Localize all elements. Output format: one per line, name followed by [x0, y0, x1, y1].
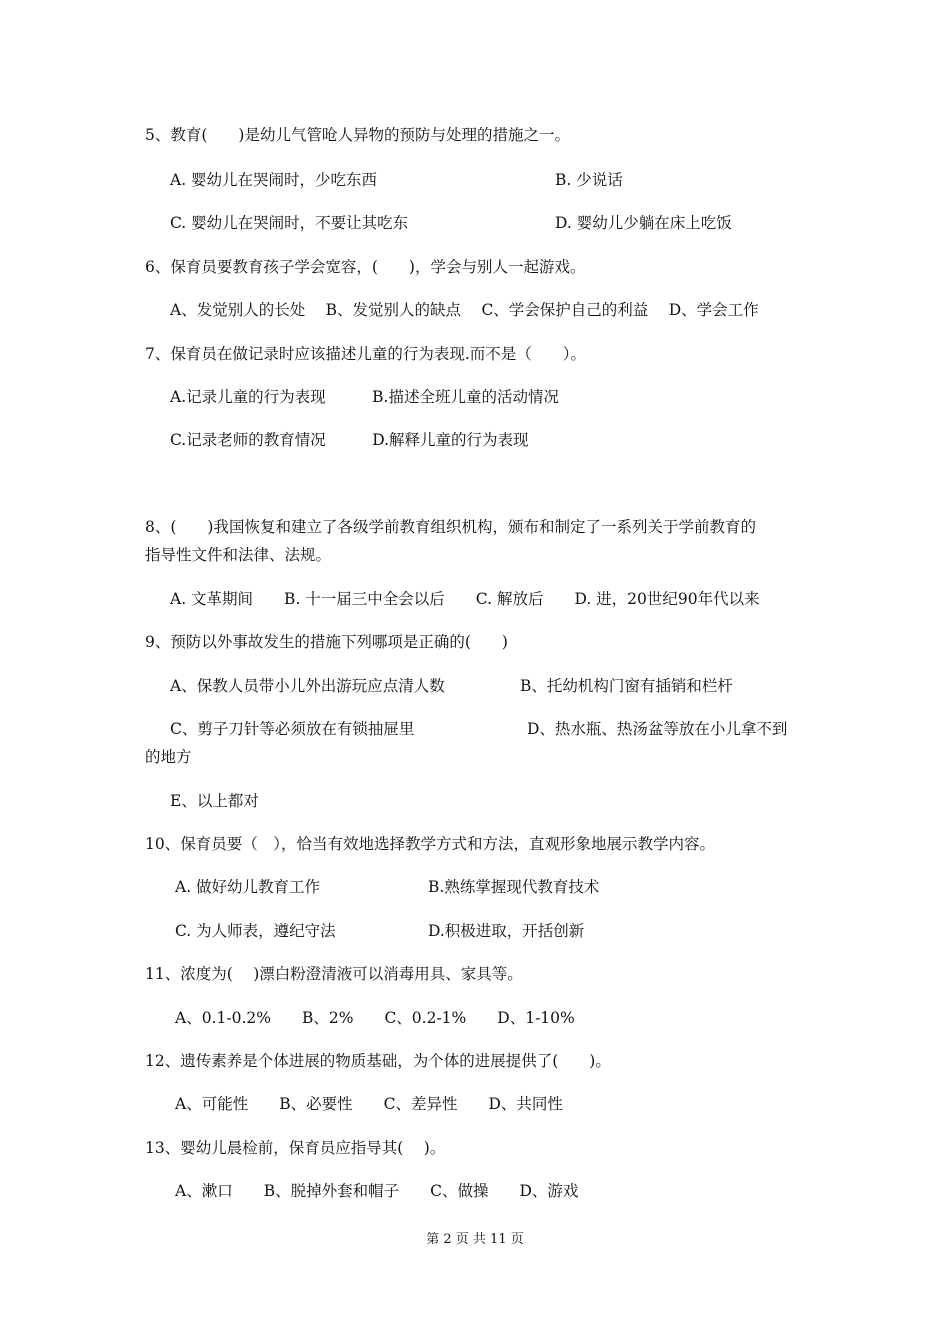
page-number-footer: 第 2 页 共 11 页: [426, 1232, 524, 1247]
question-7-stem: 7、保育员在做记录时应该描述儿童的行为表现.而不是（ ）。: [145, 345, 587, 363]
question-5-stem: 5、教育( )是幼儿气管呛人异物的预防与处理的措施之一。: [145, 126, 570, 144]
question-10-option-a: A. 做好幼儿教育工作: [175, 878, 321, 896]
question-5-option-a: A. 婴幼儿在哭闹时，少吃东西: [170, 171, 378, 189]
question-6-options: A、发觉别人的长处 B、发觉别人的缺点 C、学会保护自己的利益 D、学会工作: [170, 301, 759, 319]
question-8-options: A. 文革期间 B. 十一届三中全会以后 C. 解放后 D. 进，20世纪90年代以来: [170, 590, 760, 608]
question-11-options: A、0.1-0.2% B、2% C、0.2-1% D、1-10%: [175, 1009, 575, 1027]
question-9-option-d-continued: 的地方: [145, 748, 192, 766]
question-11-stem: 11、浓度为( )漂白粉澄清液可以消毒用具、家具等。: [145, 965, 523, 983]
question-9-option-d: D、热水瓶、热汤盆等放在小儿拿不到: [527, 720, 788, 738]
question-5-option-b: B. 少说话: [555, 171, 623, 189]
question-13-options: A、漱口 B、脱掉外套和帽子 C、做操 D、游戏: [175, 1182, 579, 1200]
question-7-options-ab: A.记录儿童的行为表现 B.描述全班儿童的活动情况: [170, 388, 559, 406]
question-9-stem: 9、预防以外事故发生的措施下列哪项是正确的( ): [145, 633, 508, 651]
question-8-stem-line2: 指导性文件和法律、法规。: [145, 546, 332, 564]
question-10-stem: 10、保育员要（ ），恰当有效地选择教学方式和方法，直观形象地展示教学内容。: [145, 835, 715, 853]
question-5-option-c: C. 婴幼儿在哭闹时，不要让其吃东: [170, 214, 409, 232]
question-12-stem: 12、遗传素养是个体进展的物质基础，为个体的进展提供了( )。: [145, 1052, 611, 1070]
question-9-option-e: E、以上都对: [170, 792, 259, 810]
question-6-stem: 6、保育员要教育孩子学会宽容，( )，学会与别人一起游戏。: [145, 258, 586, 276]
question-9-option-c: C、剪子刀针等必须放在有锁抽屉里: [170, 720, 415, 738]
question-10-option-c: C. 为人师表，遵纪守法: [175, 922, 336, 940]
question-9-option-a: A、保教人员带小儿外出游玩应点清人数: [170, 677, 445, 695]
question-8-stem-line1: 8、( )我国恢复和建立了各级学前教育组织机构，颁布和制定了一系列关于学前教育的: [145, 518, 756, 536]
question-10-option-b: B.熟练掌握现代教育技术: [428, 878, 600, 896]
question-5-option-d: D. 婴幼儿少躺在床上吃饭: [555, 214, 732, 232]
question-7-options-cd: C.记录老师的教育情况 D.解释儿童的行为表现: [170, 431, 529, 449]
question-12-options: A、可能性 B、必要性 C、差异性 D、共同性: [175, 1095, 563, 1113]
question-9-option-b: B、托幼机构门窗有插销和栏杆: [520, 677, 733, 695]
question-13-stem: 13、婴幼儿晨检前，保育员应指导其( )。: [145, 1139, 446, 1157]
question-10-option-d: D.积极进取，开括创新: [428, 922, 585, 940]
